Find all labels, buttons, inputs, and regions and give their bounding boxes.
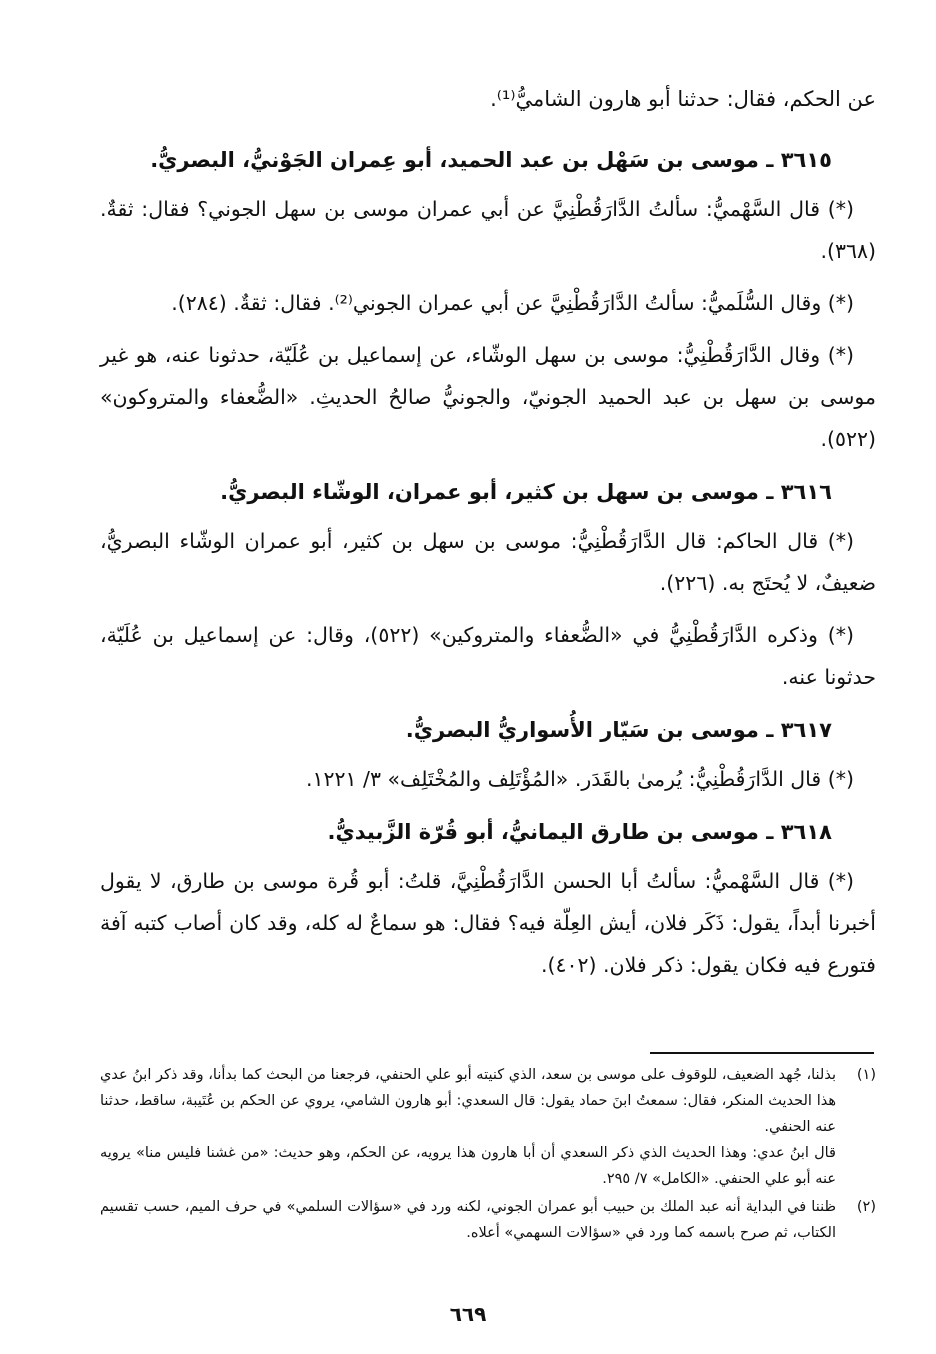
footnote-2	[100, 1194, 876, 1246]
footnote-number: (١)	[856, 1067, 876, 1083]
entry-paragraph: (*) قال الدَّارَقُطْنِيُّ: يُرمىٰ بالقَدَر. «المُؤْتَلِف والمُخْتَلِف» ٣/ ١٢٢١.	[305, 767, 854, 791]
footnote-line: بذلنا، جُهد الضعيف، للوقوف على موسى بن سعد، الذي كنيته أبو علي الحنفي، فرجعنا من البحث كما بدأنا، وقد ذكر ابنُ عدي هذا الحديث المنكر، فقال: سمعتُ ابنَ حماد يقول: قال السعدي: أبو هارون الشامي، يروي عن الحكم بن عُتَيبة، ساقط، حدثنا عنه الحنفي.	[100, 1067, 836, 1135]
entry-paragraph: (*) قال السَّهْميُّ: سألتُ أبا الحسن الدَّارَقُطْنِيَّ، قلتُ: أبو قُرة موسى بن طارق، لا يقول أخبرنا أبداً، يقول: ذَكَر فلان، أيش العِلّة فيه؟ فقال: هو سماعٌ له كله، وقد كان أصاب كتبه آفة فتورع فيه فكان يقول: ذكر فلان. (٤٠٢).	[100, 869, 876, 977]
entry-title: ٣٦١٧ ـ موسى بن سَيّار الأُسواريُّ البصريُّ.	[405, 718, 832, 742]
entry-paragraph: (*) وذكره الدَّارَقُطْنِيُّ في «الضُّعفاء والمتروكين» (٥٢٢)، وقال: عن إسماعيل بن عُلَيّة، حدثونا عنه.	[100, 623, 876, 689]
entry-paragraph: (*) وقال الدَّارَقُطْنِيُّ: موسى بن سهل الوشّاء، عن إسماعيل بن عُلَيّة، حدثونا عنه، هو غير موسى بن سهل بن عبد الحميد الجونيّ، والجونيُّ صالحُ الحديثِ. «الضُّعفاء والمتروكون» (٥٢٢).	[100, 343, 876, 451]
entry-paragraph: (*) قال الحاكم: قال الدَّارَقُطْنِيُّ: موسى بن سهل بن كثير، أبو عمران الوشّاء البصريُّ، ضعيفٌ، لا يُحتَج به. (٢٢٦).	[100, 529, 876, 595]
entry-title: ٣٦١٨ ـ موسى بن طارق اليمانيُّ، أبو قُرّة الزَّبيديُّ.	[327, 820, 832, 844]
footnote-line: ظننا في البداية أنه عبد الملك بن حبيب أبو عمران الجوني، لكنه ورد في «سؤالات السلمي» في حرف الميم، حسب تقسيم الكتاب، ثم صرح باسمه كما ورد في «سؤالات السهمي» أعلاه.	[100, 1199, 836, 1241]
footnote-number: (٢)	[856, 1199, 876, 1215]
footnote-body	[100, 1062, 836, 1192]
entry-3616	[100, 474, 876, 698]
footnote-1	[100, 1062, 876, 1192]
footnote-divider	[650, 1052, 874, 1054]
entry-3615	[100, 142, 876, 460]
footnotes	[100, 1062, 876, 1248]
main-text	[100, 80, 876, 996]
entry-paragraph: (*) وقال السُّلَميُّ: سألتُ الدَّارَقُطْنِيَّ عن أبي عمران الجوني⁽²⁾. فقال: ثقةٌ. (٢٨٤).	[171, 291, 854, 315]
footnote-body	[100, 1194, 836, 1246]
continuation-line: عن الحكم، فقال: حدثنا أبو هارون الشاميُّ⁽¹⁾.	[490, 87, 876, 111]
entry-paragraph: (*) قال السَّهْميُّ: سألتُ الدَّارَقُطْنِيَّ عن أبي عمران موسى بن سهل الجوني؟ فقال: ثقةٌ. (٣٦٨).	[100, 197, 876, 263]
page-number: ٦٦٩	[449, 1302, 487, 1326]
entry-3617	[100, 712, 876, 800]
entry-title: ٣٦١٥ ـ موسى بن سَهْل بن عبد الحميد، أبو عِمران الجَوْنيُّ، البصريُّ.	[150, 148, 832, 172]
entry-title: ٣٦١٦ ـ موسى بن سهل بن كثير، أبو عمران، الوشّاء البصريُّ.	[220, 480, 832, 504]
entry-3618	[100, 814, 876, 986]
footnote-line: قال ابنُ عدي: وهذا الحديث الذي ذكر السعدي أن أبا هارون هذا يرويه، عن الحكم، وهو حديث: «من غشنا فليس منا» يرويه عنه أبو علي الحنفي. «الكامل» ٧/ ٢٩٥.	[100, 1145, 836, 1187]
